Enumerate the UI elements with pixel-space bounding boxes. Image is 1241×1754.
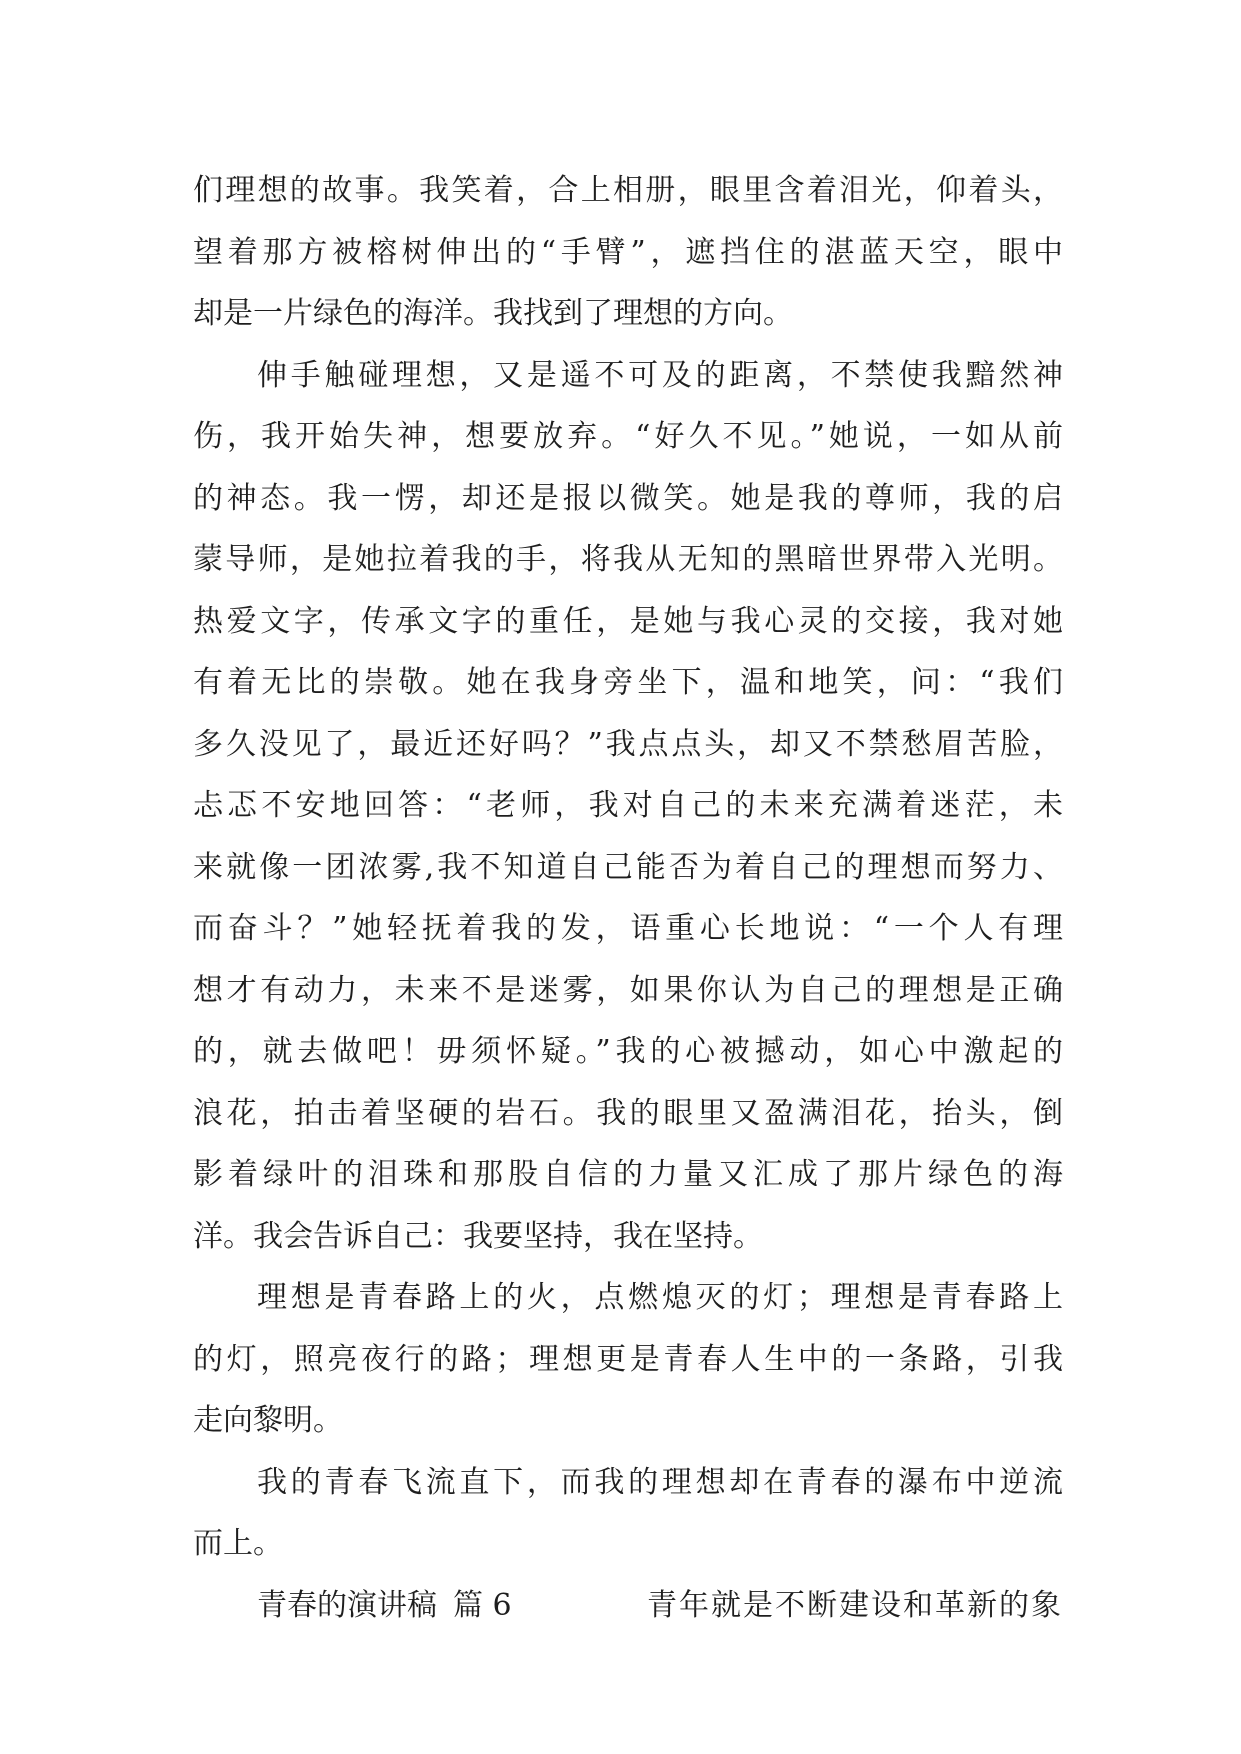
text-line: 蒙导师，是她拉着我的手，将我从无知的黑暗世界带入光明。 (193, 542, 1063, 577)
text-line: 洋。我会告诉自己：我要坚持，我在坚持。 (193, 1218, 763, 1254)
section-number: 篇 6 (453, 1587, 512, 1623)
text-line: 而上。 (193, 1526, 283, 1561)
text-line: 忐忑不安地回答：“老师，我对自己的未来充满着迷茫，未 (193, 788, 1063, 823)
text-line: 想才有动力，未来不是迷雾，如果你认为自己的理想是正确 (193, 972, 1063, 1008)
text-line: 的，就去做吧！毋须怀疑。”我的心被撼动，如心中激起的 (193, 1034, 1063, 1069)
text-line: 理想是青春路上的火，点燃熄灭的灯；理想是青春路上 (257, 1280, 1063, 1315)
text-line: 伸手触碰理想，又是遥不可及的距离，不禁使我黯然神 (257, 357, 1063, 393)
text-line: 们理想的故事。我笑着，合上相册，眼里含着泪光，仰着头， (193, 173, 1063, 208)
paragraph-start: 青年就是不断建设和革新的象 (647, 1587, 1063, 1623)
text-line: 伤，我开始失神，想要放弃。“好久不见。”她说，一如从前 (193, 419, 1063, 454)
body-text (193, 160, 1063, 1636)
section-title: 青春的演讲稿 (257, 1587, 437, 1623)
text-line: 浪花，拍击着坚硬的岩石。我的眼里又盈满泪花，抬头，倒 (193, 1095, 1063, 1131)
text-line: 的神态。我一愣，却还是报以微笑。她是我的尊师，我的启 (193, 480, 1063, 516)
text-line: 多久没见了，最近还好吗？”我点点头，却又不禁愁眉苦脸， (193, 726, 1063, 762)
text-line: 走向黎明。 (193, 1403, 343, 1438)
section-heading-line (193, 1575, 1063, 1637)
text-line: 的灯，照亮夜行的路；理想更是青春人生中的一条路，引我 (193, 1341, 1063, 1377)
text-line: 望着那方被榕树伸出的“手臂”，遮挡住的湛蓝天空，眼中 (193, 234, 1063, 270)
text-line: 却是一片绿色的海洋。我找到了理想的方向。 (193, 296, 793, 331)
text-line: 有着无比的崇敬。她在我身旁坐下，温和地笑，问：“我们 (193, 665, 1063, 700)
text-line: 来就像一团浓雾,我不知道自己能否为着自己的理想而努力、 (193, 849, 1063, 885)
text-line: 我的青春飞流直下，而我的理想却在青春的瀑布中逆流 (257, 1464, 1063, 1500)
section-title-group (257, 1575, 512, 1637)
text-line: 而奋斗？”她轻抚着我的发，语重心长地说：“一个人有理 (193, 911, 1063, 946)
text-line: 热爱文字，传承文字的重任，是她与我心灵的交接，我对她 (193, 603, 1063, 639)
text-line: 影着绿叶的泪珠和那股自信的力量又汇成了那片绿色的海 (193, 1157, 1063, 1192)
